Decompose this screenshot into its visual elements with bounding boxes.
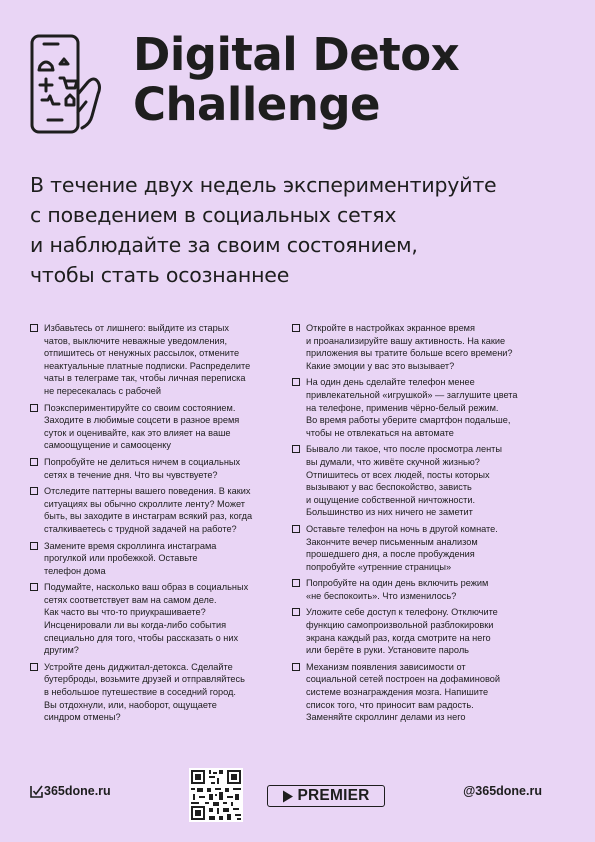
checklist-item-text: Оставьте телефон на ночь в другой комнате. Закончите вечер письменным анализом прошедшего дня, а после пробуждения попробуйте «утренние страницы» (306, 523, 498, 572)
checkbox[interactable] (292, 579, 300, 587)
premier-logo[interactable] (267, 785, 385, 807)
checkbox[interactable] (30, 324, 38, 332)
checklist-item[interactable] (292, 661, 535, 724)
checklist-item-text: Уложите себе доступ к телефону. Отключите функцию самопроизвольной разблокировки экрана каждый раз, когда смотрите на него или берёте в руки. Установите пароль (306, 607, 498, 656)
page-title: Digital Detox Challenge (133, 28, 460, 131)
checkbox[interactable] (30, 542, 38, 550)
play-triangle-icon (282, 790, 294, 803)
checklist-item[interactable] (30, 540, 273, 578)
checkbox[interactable] (30, 663, 38, 671)
checkbox[interactable] (30, 404, 38, 412)
checkbox[interactable] (292, 663, 300, 671)
checkbox[interactable] (292, 525, 300, 533)
qr-code-icon (189, 768, 243, 822)
checklist-item-text: Замените время скроллинга инстаграма прогулкой или пробежкой. Оставьте телефон дома (44, 540, 217, 576)
checklist-item-text: Попробуйте не делиться ничем в социальных сетях в течение дня. Что вы чувствуете? (44, 456, 241, 480)
tips-column-left (30, 322, 273, 728)
social-handle[interactable]: @365done.ru (463, 784, 542, 798)
tips-column-right (292, 322, 535, 728)
checklist-item[interactable] (30, 581, 273, 657)
checklist-item-text: Избавьтесь от лишнего: выйдите из старых чатов, выключите неважные уведомления, отпишитесь от ненужных рассылок, отмените неактуальные платные подписки. Распределите чаты в телеграме так, чтобы личная переписка не пересекалась с рабочей (44, 323, 251, 396)
checkbox[interactable] (30, 458, 38, 466)
checklist-item[interactable] (30, 402, 273, 452)
checkbox[interactable] (292, 324, 300, 332)
checkbox[interactable] (30, 487, 38, 495)
checklist-item[interactable] (292, 523, 535, 573)
phone-apps-icon (30, 34, 106, 134)
header (30, 30, 570, 140)
checklist-item[interactable] (30, 485, 273, 535)
site-link-text: 365done.ru (44, 784, 111, 798)
checkbox[interactable] (30, 583, 38, 591)
checklist-item-text: Подумайте, насколько ваш образ в социальных сетях соответствует вам на самом деле. Как часто вы что-то приукрашиваете? Инсценировали ли вы когда-либо события специально для того, чтобы рассказать о них другим? (44, 582, 249, 656)
page-subtitle: В течение двух недель экспериментируйте с поведением в социальных сетях и наблюдайте за своим состоянием, чтобы стать осознаннее (30, 173, 497, 287)
checklist-item[interactable] (30, 322, 273, 398)
premier-label: PREMIER (297, 787, 370, 804)
checklist-item-text: Устройте день диджитал-детокса. Сделайте бутерброды, возьмите друзей и отправляйтесь в небольшое путешествие в соседний город. Вы отдохнули, или, наоборот, ощущаете синдром отмены? (44, 661, 245, 723)
checklist-item-text: Бывало ли такое, что после просмотра ленты вы думали, что живёте скучной жизнью? Отпишитесь от всех людей, посты которых вызывают у вас беспокойство, зависть и ощущение собственной ничтожности. Большинство из них ничего не заметит (306, 444, 502, 518)
checklist-item[interactable] (292, 443, 535, 519)
checklist-item[interactable] (30, 661, 273, 724)
checklist-item-text: Механизм появления зависимости от социальной сетей построен на дофаминовой системе вознаграждения мозга. Напишите список того, что приносит вам радость. Заменяйте скроллинг делами из него (306, 661, 500, 723)
checklist-item[interactable] (292, 606, 535, 656)
checklist-item-text: Поэкспериментируйте со своим состоянием. Заходите в любимые соцсети в разное время суток и оценивайте, как это влияет на ваше самоощущение и самооценку (44, 402, 240, 451)
site-link-left[interactable] (30, 784, 111, 798)
checkbox[interactable] (292, 608, 300, 616)
checkbox[interactable] (292, 445, 300, 453)
checkmark-box-icon (30, 785, 43, 798)
checkbox[interactable] (292, 378, 300, 386)
footer (30, 768, 570, 824)
checklist-item[interactable] (292, 322, 535, 372)
checklist-item[interactable] (30, 456, 273, 481)
checklist-item-text: Откройте в настройках экранное время и проанализируйте вашу активность. На какие приложения вы тратите больше всего времени? Какие эмоции у вас это вызывает? (306, 323, 513, 371)
checklist-item[interactable] (292, 376, 535, 439)
checklist-item-text: На один день сделайте телефон менее привлекательной «игрушкой» — заглушите цвета на телефоне, применив чёрно-белый режим. Во время работы уберите смартфон подальше, чтобы не отвлекаться на автомате (306, 377, 518, 438)
checklist-item-text: Попробуйте на один день включить режим «не беспокоить». Что изменилось? (306, 578, 489, 601)
checklist-item-text: Отследите паттерны вашего поведения. В каких ситуациях вы обычно скроллите ленту? Может быть, вы заходите в инстаграм всякий раз, когда сталкиваетесь с трудной задачей на работе? (44, 486, 253, 534)
checklist-item[interactable] (292, 577, 535, 602)
